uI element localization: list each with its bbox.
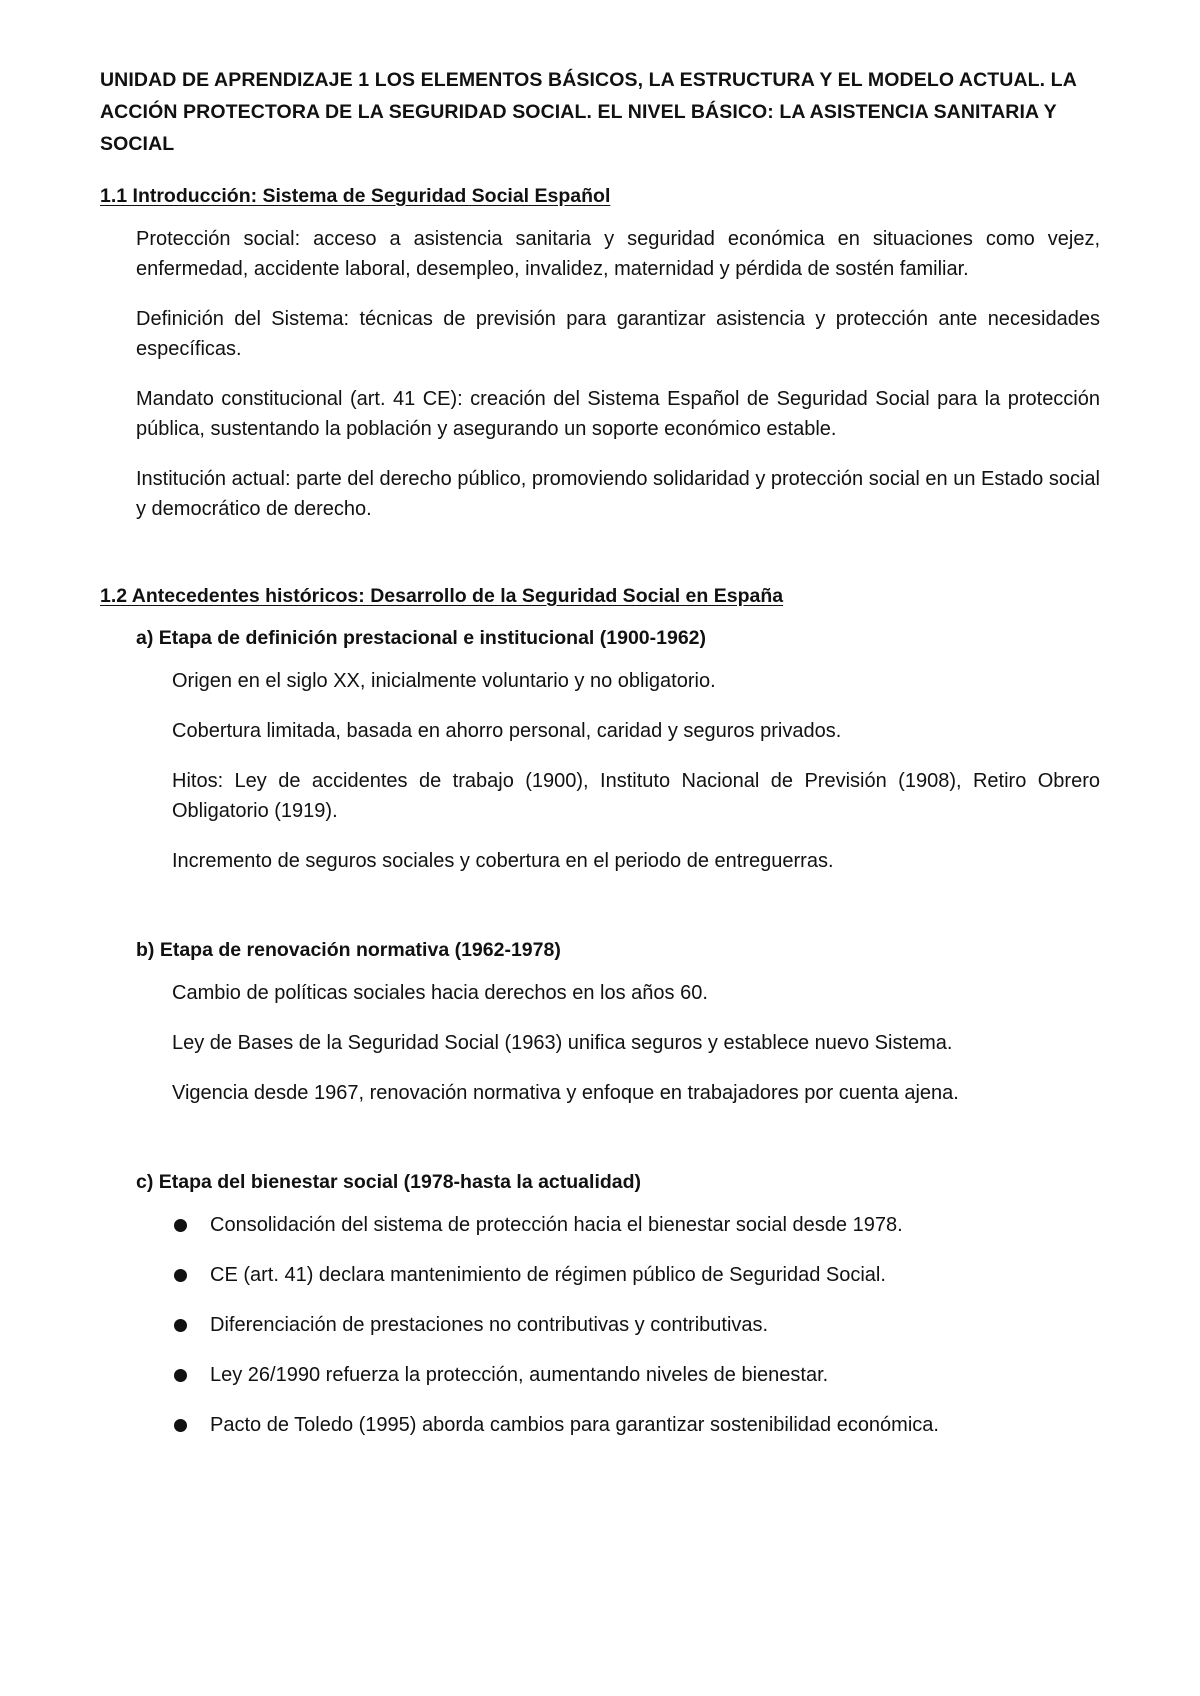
bullet-icon xyxy=(174,1219,187,1232)
stage-b-heading: b) Etapa de renovación normativa (1962-1978) xyxy=(136,939,561,961)
paragraph-definicion-sistema: Definición del Sistema: técnicas de previsión para garantizar asistencia y protección ante necesidades específicas. xyxy=(136,308,1100,360)
stage-b-item: Vigencia desde 1967, renovación normativa y enfoque en trabajadores por cuenta ajena. xyxy=(172,1082,959,1104)
section-heading-antecedentes: 1.2 Antecedentes históricos: Desarrollo de la Seguridad Social en España xyxy=(100,585,784,607)
list-item xyxy=(174,1310,1100,1340)
bullet-text: Diferenciación de prestaciones no contributivas y contributivas. xyxy=(210,1314,769,1336)
list-item xyxy=(174,1260,1100,1290)
bullet-icon xyxy=(174,1419,187,1432)
bullet-icon xyxy=(174,1319,187,1332)
stage-a-item: Incremento de seguros sociales y cobertura en el periodo de entreguerras. xyxy=(172,850,834,872)
list-item xyxy=(174,1360,1100,1390)
bullet-text: Ley 26/1990 refuerza la protección, aumentando niveles de bienestar. xyxy=(210,1364,829,1386)
stage-a-item: Origen en el siglo XX, inicialmente voluntario y no obligatorio. xyxy=(172,670,716,692)
stage-a-heading: a) Etapa de definición prestacional e institucional (1900-1962) xyxy=(136,627,707,649)
paragraph-proteccion-social: Protección social: acceso a asistencia sanitaria y seguridad económica en situaciones como vejez, enfermedad, accidente laboral, desempleo, invalidez, maternidad y pérdida de sostén familiar. xyxy=(136,228,1100,280)
list-item xyxy=(174,1410,1100,1440)
bullet-text: CE (art. 41) declara mantenimiento de régimen público de Seguridad Social. xyxy=(210,1264,886,1286)
spacer xyxy=(100,896,1100,936)
section-heading-introduccion: 1.1 Introducción: Sistema de Seguridad Social Español xyxy=(100,185,611,207)
bullet-icon xyxy=(174,1369,187,1382)
stage-b-item: Ley de Bases de la Seguridad Social (1963) unifica seguros y establece nuevo Sistema. xyxy=(172,1032,953,1054)
paragraph-institucion-actual: Institución actual: parte del derecho público, promoviendo solidaridad y protección social en un Estado social y democrático de derecho. xyxy=(136,468,1100,520)
stage-c-bullet-list xyxy=(174,1210,1100,1440)
bullet-text: Consolidación del sistema de protección hacia el bienestar social desde 1978. xyxy=(210,1214,903,1236)
spacer xyxy=(100,544,1100,582)
stage-c-heading: c) Etapa del bienestar social (1978-hasta la actualidad) xyxy=(136,1171,642,1193)
document-title: UNIDAD DE APRENDIZAJE 1 LOS ELEMENTOS BÁSICOS, LA ESTRUCTURA Y EL MODELO ACTUAL. LA ACCIÓN PROTECTORA DE LA SEGURIDAD SOCIAL. EL NIVEL BÁSICO: LA ASISTENCIA SANITARIA Y SOCIAL xyxy=(100,69,1077,155)
stage-a-item: Cobertura limitada, basada en ahorro personal, caridad y seguros privados. xyxy=(172,720,842,742)
stage-b-item: Cambio de políticas sociales hacia derechos en los años 60. xyxy=(172,982,708,1004)
stage-a-item: Hitos: Ley de accidentes de trabajo (1900), Instituto Nacional de Previsión (1908), Retiro Obrero Obligatorio (1919). xyxy=(172,770,1100,822)
bullet-icon xyxy=(174,1269,187,1282)
bullet-text: Pacto de Toledo (1995) aborda cambios para garantizar sostenibilidad económica. xyxy=(210,1414,939,1436)
paragraph-mandato-constitucional: Mandato constitucional (art. 41 CE): creación del Sistema Español de Seguridad Social para la protección pública, sustentando la población y asegurando un soporte económico estable. xyxy=(136,388,1100,440)
list-item xyxy=(174,1210,1100,1240)
spacer xyxy=(100,1128,1100,1168)
